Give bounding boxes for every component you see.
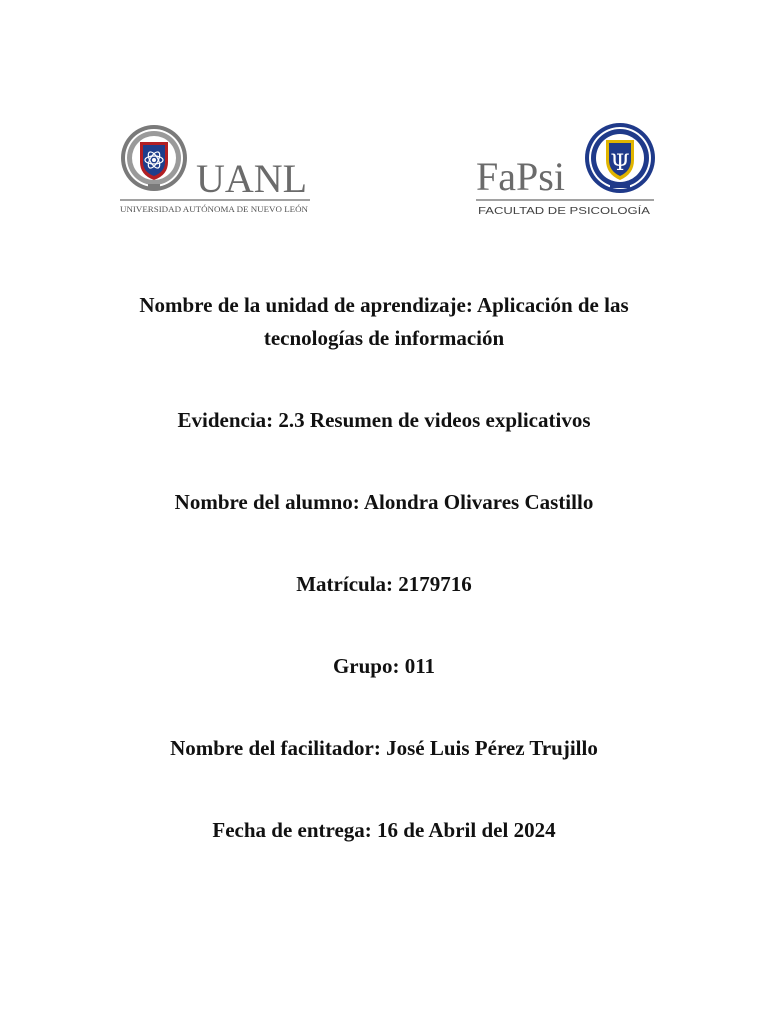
fapsi-psi-shield-icon (585, 123, 655, 193)
learning-unit-line-1: Nombre de la unidad de aprendizaje: Aplicación de las (139, 293, 629, 317)
fapsi-subtitle: FACULTAD DE PSICOLOGÍA (478, 206, 610, 217)
group-line: Grupo: 011 (332, 654, 436, 678)
learning-unit-line-2: tecnologías de información (263, 326, 505, 350)
student-name-line: Nombre del alumno: Alondra Olivares Castillo (174, 490, 594, 514)
enrollment-line: Matrícula: 2179716 (296, 572, 472, 596)
uanl-wordmark: UANL (196, 156, 308, 201)
delivery-date-line: Fecha de entrega: 16 de Abril del 2024 (212, 818, 556, 842)
evidence-line: Evidencia: 2.3 Resumen de videos explicativos (177, 408, 591, 432)
svg-text:Ψ: Ψ (610, 151, 630, 176)
learning-unit-title (84, 289, 684, 355)
uanl-seal-icon (121, 125, 187, 191)
uanl-logo (118, 120, 318, 220)
fapsi-logo (472, 120, 658, 220)
facilitator-line: Nombre del facilitador: José Luis Pérez Trujillo (170, 736, 598, 760)
uanl-subtitle: UNIVERSIDAD AUTÓNOMA DE NUEVO LEÓN (120, 204, 309, 214)
fapsi-wordmark: FaPsi (476, 154, 565, 199)
